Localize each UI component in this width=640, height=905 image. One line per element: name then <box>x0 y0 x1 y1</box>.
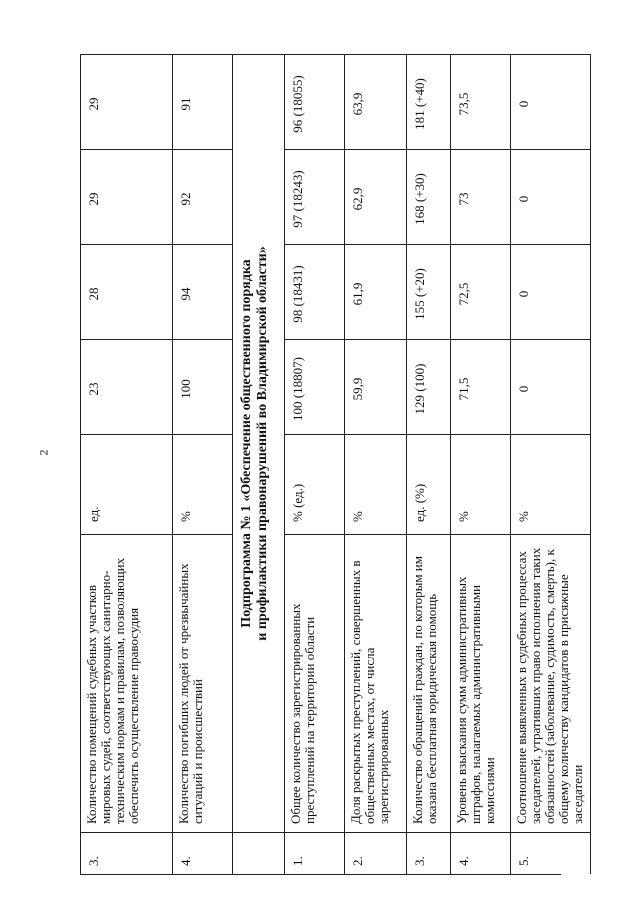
value-1: 100 <box>173 339 233 434</box>
unit: % <box>451 434 511 534</box>
row-number: 3. <box>81 832 173 874</box>
value-3: 97 (18243) <box>285 149 345 244</box>
indicator-name: Количество погибших людей от чрезвычайных ситуаций и происшествий <box>173 534 233 832</box>
table-row <box>451 54 511 874</box>
unit: % <box>173 434 233 534</box>
indicator-name: Количество помещений судебных участков мировых судей, соответствующих санитарно-техническим нормам и правилам, позволяющих обеспечить осуществление правосудия <box>81 534 173 832</box>
unit: % (ед.) <box>285 434 345 534</box>
value-4: 0 <box>511 54 591 149</box>
subprogram-title-line1: Подпрограмма № 1 «Обеспечение общественного порядка <box>239 259 254 628</box>
value-2: 98 (18431) <box>285 244 345 339</box>
value-1: 71,5 <box>451 339 511 434</box>
value-4: 63,9 <box>345 54 407 149</box>
value-3: 62,9 <box>345 149 407 244</box>
unit: % <box>345 434 407 534</box>
value-4: 29 <box>81 54 173 149</box>
subprogram-number-cell <box>233 832 284 874</box>
value-4: 73,5 <box>451 54 511 149</box>
page-number: 2 <box>36 449 51 456</box>
value-2: 61,9 <box>345 244 407 339</box>
row-number: 5. <box>511 832 591 874</box>
unit: ед. (%) <box>407 434 451 534</box>
value-4: 181 (+40) <box>407 54 451 149</box>
value-3: 0 <box>511 149 591 244</box>
value-4: 91 <box>173 54 233 149</box>
indicator-name: Количество обращений граждан, по которым им оказана бесплатная юридическая помощь <box>407 534 451 832</box>
value-4: 96 (18055) <box>285 54 345 149</box>
value-2: 94 <box>173 244 233 339</box>
value-3: 168 (+30) <box>407 149 451 244</box>
table-row <box>345 54 407 874</box>
subprogram-header <box>233 54 285 874</box>
value-3: 73 <box>451 149 511 244</box>
row-number: 4. <box>451 832 511 874</box>
value-1: 0 <box>511 339 591 434</box>
table-row <box>407 54 451 874</box>
value-3: 92 <box>173 149 233 244</box>
table-row <box>81 54 173 874</box>
row-number: 2. <box>345 832 407 874</box>
value-2: 0 <box>511 244 591 339</box>
indicator-name: Соотношение выявленных в судебных процессах заседателей, утративших право исполнения таких обязанностей (заболевание, судимость, смерть), к общему количеству кандидатов в присяжные заседатели <box>511 534 591 832</box>
table-row <box>285 54 345 874</box>
value-2: 155 (+20) <box>407 244 451 339</box>
indicator-name: Доля раскрытых преступлений, совершенных в общественных местах, от числа зарегистрированных <box>345 534 407 832</box>
unit: % <box>511 434 591 534</box>
value-1: 100 (18807) <box>285 339 345 434</box>
subprogram-title-line2: и профилактики правонарушений во Владимирской области» <box>255 246 270 641</box>
indicator-name: Общее количество зарегистрированных преступлений на территории области <box>285 534 345 832</box>
indicator-name: Уровень взыскания сумм административных штрафов, налагаемых административными комиссиями <box>451 534 511 832</box>
value-1: 59,9 <box>345 339 407 434</box>
value-1: 129 (100) <box>407 339 451 434</box>
table-viewport <box>80 55 585 875</box>
row-number: 3. <box>407 832 451 874</box>
value-2: 72,5 <box>451 244 511 339</box>
row-number: 1. <box>285 832 345 874</box>
row-number: 4. <box>173 832 233 874</box>
value-1: 23 <box>81 339 173 434</box>
value-2: 28 <box>81 244 173 339</box>
table-row <box>173 54 233 874</box>
indicators-table <box>80 54 585 875</box>
table-row <box>511 54 591 874</box>
unit: ед. <box>81 434 173 534</box>
value-3: 29 <box>81 149 173 244</box>
